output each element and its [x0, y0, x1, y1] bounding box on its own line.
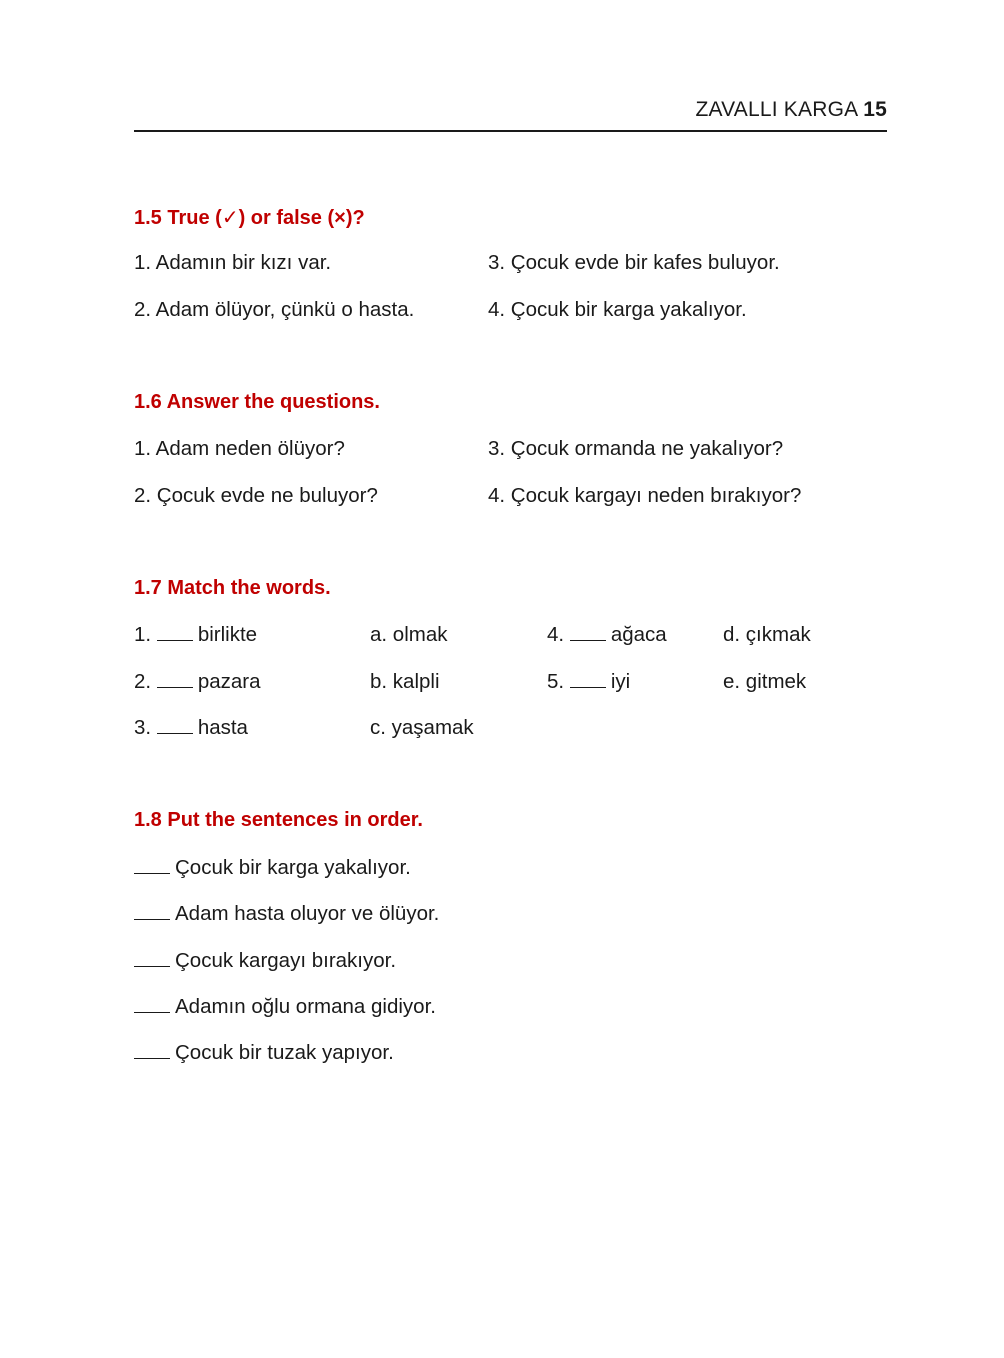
section-1-7-heading: 1.7 Match the words.: [134, 577, 331, 599]
s17-left-item-3: [134, 716, 248, 740]
s17-left-item-2: [134, 670, 261, 694]
order-blank[interactable]: [134, 995, 170, 1013]
s17-option-c: c. yaşamak: [370, 716, 474, 739]
s16-item-1: 1. Adam neden ölüyor?: [134, 437, 345, 460]
section-1-6-heading: 1.6 Answer the questions.: [134, 391, 380, 413]
item-number: 3.: [134, 716, 152, 739]
book-title: ZAVALLI KARGA: [695, 98, 858, 121]
answer-blank[interactable]: [570, 623, 606, 641]
item-number: 5.: [547, 670, 565, 693]
order-blank[interactable]: [134, 902, 170, 920]
s17-left-item-1: [134, 623, 257, 647]
match-word: ağaca: [610, 623, 667, 646]
section-1-5-heading: 1.5 True (✓) or false (×)?: [134, 207, 365, 229]
s15-item-3: 3. Çocuk evde bir kafes buluyor.: [488, 251, 780, 274]
sentence: Çocuk bir karga yakalıyor.: [175, 856, 411, 879]
answer-blank[interactable]: [157, 623, 193, 641]
answer-blank[interactable]: [157, 670, 193, 688]
order-blank[interactable]: [134, 949, 170, 967]
sentence: Çocuk kargayı bırakıyor.: [175, 949, 397, 972]
page-header: [134, 98, 887, 132]
order-blank[interactable]: [134, 1041, 170, 1059]
s17-option-d: d. çıkmak: [723, 623, 811, 646]
s18-item-1: [134, 856, 411, 880]
s18-item-3: [134, 949, 396, 973]
match-word: birlikte: [197, 623, 258, 646]
s18-item-5: [134, 1041, 394, 1065]
s16-item-3: 3. Çocuk ormanda ne yakalıyor?: [488, 437, 784, 460]
running-header: [695, 98, 887, 122]
sentence: Adamın oğlu ormana gidiyor.: [175, 995, 436, 1018]
sentence: Çocuk bir tuzak yapıyor.: [175, 1041, 394, 1064]
s17-option-b: b. kalpli: [370, 670, 440, 693]
s17-left-item-5: [547, 670, 630, 694]
answer-blank[interactable]: [157, 716, 193, 734]
section-1-8-heading: 1.8 Put the sentences in order.: [134, 809, 423, 831]
s16-item-4: 4. Çocuk kargayı neden bırakıyor?: [488, 484, 802, 507]
s17-option-a: a. olmak: [370, 623, 448, 646]
page-number: 15: [863, 98, 887, 121]
s17-left-item-4: [547, 623, 667, 647]
s15-item-1: 1. Adamın bir kızı var.: [134, 251, 332, 274]
s18-item-2: [134, 902, 439, 926]
match-word: pazara: [197, 670, 261, 693]
order-blank[interactable]: [134, 856, 170, 874]
s16-item-2: 2. Çocuk evde ne buluyor?: [134, 484, 378, 507]
item-number: 4.: [547, 623, 565, 646]
match-word: iyi: [610, 670, 631, 693]
s15-item-2: 2. Adam ölüyor, çünkü o hasta.: [134, 298, 415, 321]
item-number: 2.: [134, 670, 152, 693]
s18-item-4: [134, 995, 436, 1019]
answer-blank[interactable]: [570, 670, 606, 688]
sentence: Adam hasta oluyor ve ölüyor.: [175, 902, 440, 925]
s15-item-4: 4. Çocuk bir karga yakalıyor.: [488, 298, 747, 321]
match-word: hasta: [197, 716, 248, 739]
s17-option-e: e. gitmek: [723, 670, 807, 693]
item-number: 1.: [134, 623, 152, 646]
